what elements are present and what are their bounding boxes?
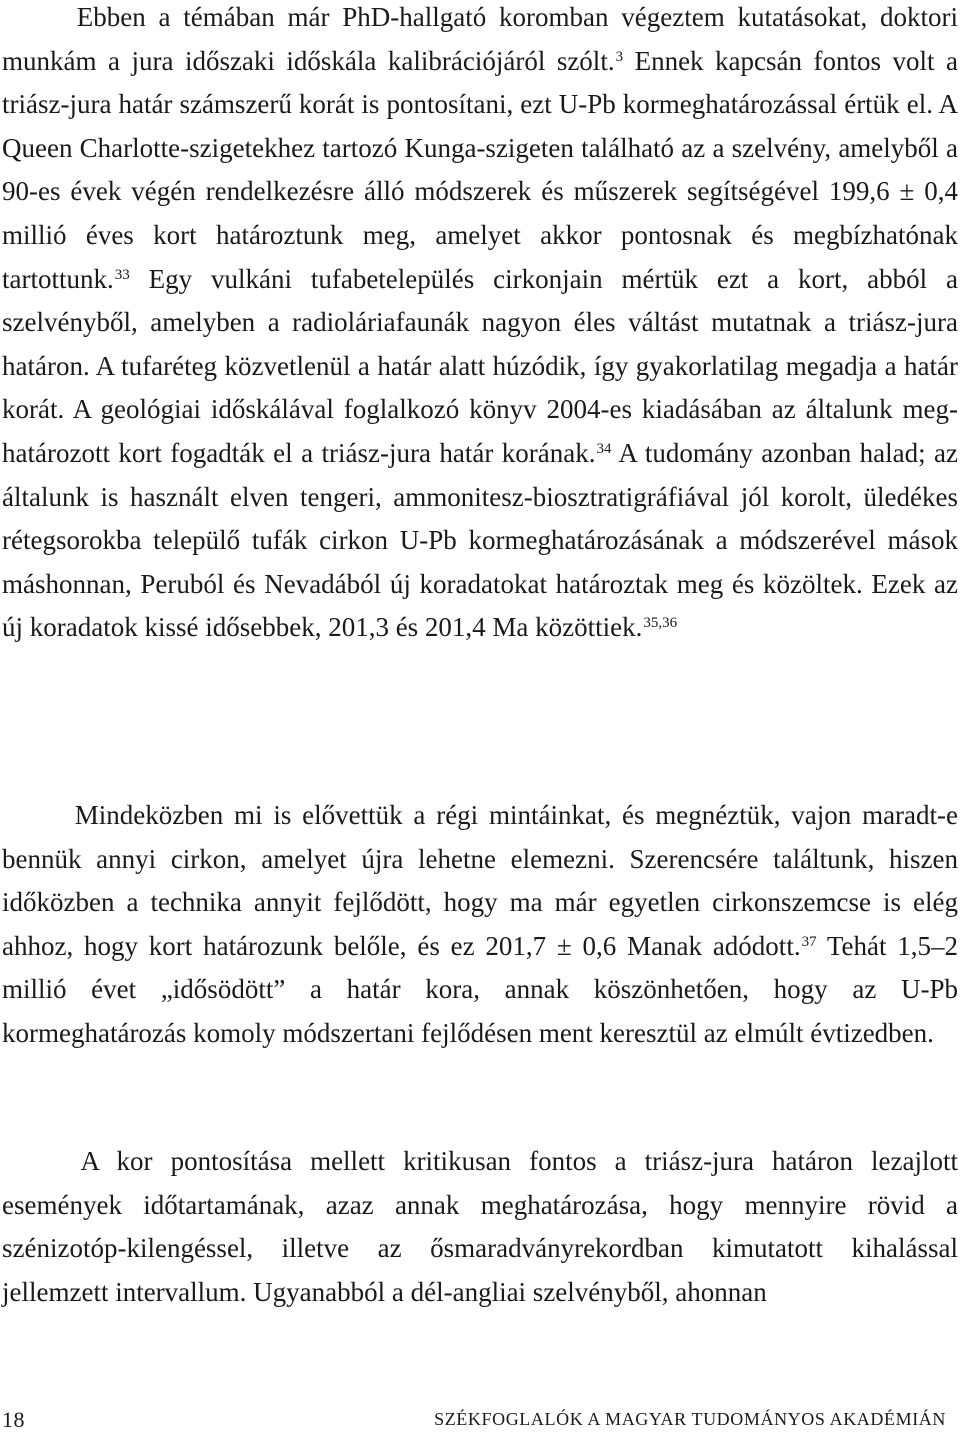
text-run: A tudomány azonban halad; az általunk is használt elven tengeri, ammonitesz-biosztratigráfiával jól korolt, üledékes rétegsorokba települő tufák cirkon U-Pb kormeghatározásának a módszerével mások máshonnan, Peruból és Nevadából új koradatokat határoztak meg és közöltek. Ezek az új koradatok kissé idősebbek, 201,3 és 201,4 Ma közöttiek. [2, 437, 958, 643]
footnote-reference[interactable]: 34 [596, 440, 612, 457]
footnote-reference[interactable]: 37 [801, 933, 817, 950]
text-run: A kor pontosítása mellett kritikusan fontos a triász-jura határon lezajlott események időtartamának, azaz annak meghatározása, hogy mennyire rövid a szénizotóp-kilengéssel, illetve az ősmaradványrekordban kimutatott kihalással jellemzett intervallum. Ugyanabból a dél-angliai szelvényből, ahonnan [2, 1146, 958, 1307]
text-run: Tehát 1,5–2 millió évet „idősödött” a határ kora, annak köszönhetően, hogy az U-Pb kormeghatározás komoly módszertani fejlődésen ment keresztül az elmúlt évtizedben. [2, 930, 958, 1048]
paragraph-1 [2, 0, 958, 650]
text-run: Ennek kapcsán fontos volt a triász-jura határ számszerű korát is pontosítani, ezt U-Pb kormeghatározással értük el. A Queen Charlotte-szigetekhez tartozó Kunga-szigeten található az a szelvény, amelyből a 90-es évek végén rendelkezésre álló módszerek és műszerek segítségével 199,6 ± 0,4 millió éves kort határoztunk meg, amelyet akkor pontosnak és megbízhatónak tartottunk. [2, 45, 958, 294]
paragraph-2 [2, 794, 958, 1056]
paragraph-3 [2, 1140, 958, 1314]
running-title: SZÉKFOGLALÓK A MAGYAR TUDOMÁNYOS AKADÉMIÁN [434, 1409, 946, 1429]
footnote-reference[interactable]: 33 [114, 266, 130, 283]
text-run: Ebben a témában már PhD-hallgató koromban végeztem kutatásokat, doktori munkám a jura időszaki időskála kalibrációjáról szólt. [2, 2, 958, 76]
page-footer [0, 1407, 960, 1437]
text-run: Egy vulkáni tufabetelepülés cirkonjain mértük ezt a kort, abból a szelvényből, amelyben a radioláriafaunák nagyon éles váltást mutatnak a triász-jura határon. A tufaréteg közvetlenül a határ alatt húzódik, így gyakorlatilag megadja a határ korát. A geológiai időskálával foglalkozó könyv 2004-es kiadásában az általunk meghatározott kort fogadták el a triász-jura határ korának. [2, 263, 958, 468]
page-number: 18 [2, 1407, 25, 1432]
footnote-reference[interactable]: 3 [615, 48, 624, 65]
footnote-reference[interactable]: 35,36 [643, 615, 678, 632]
text-run: Mindeközben mi is elővettük a régi mintáinkat, és megnéztük, vajon maradt-e bennük annyi cirkon, amelyet újra lehetne elemezni. Szerencsére találtunk, hiszen időközben a technika annyit fejlődött, hogy ma már egyetlen cirkonszemcse is elég ahhoz, hogy kort határozunk belőle, és ez 201,7 ± 0,6 Manak adódott. [2, 800, 958, 961]
